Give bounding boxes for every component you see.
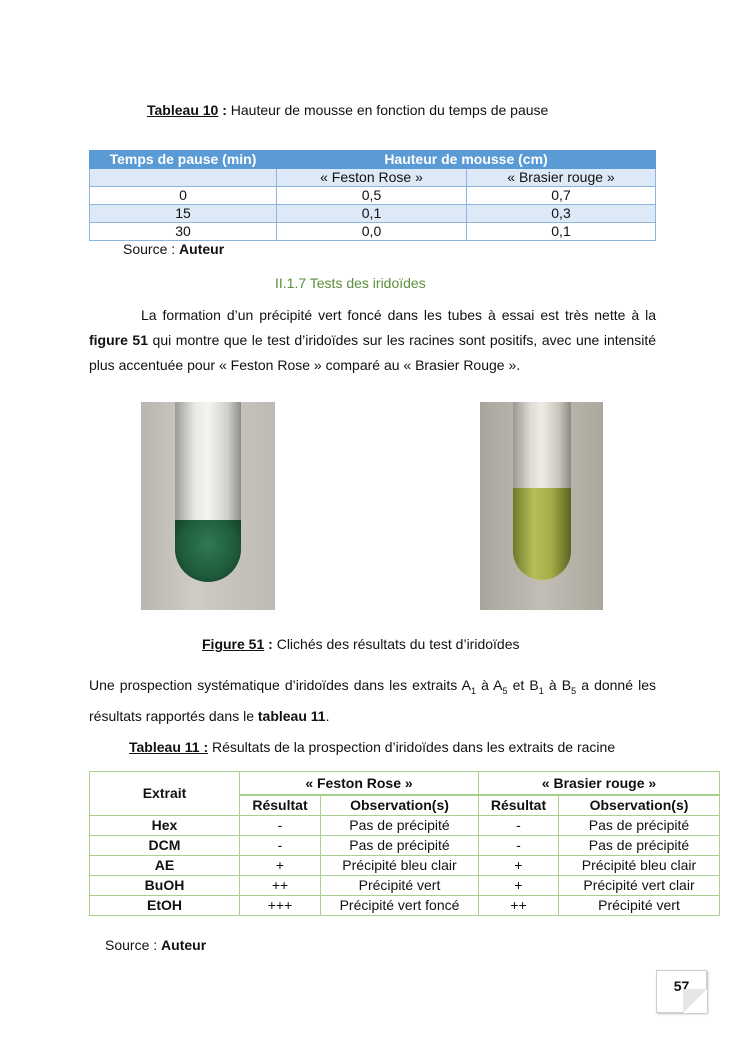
figure51-text: Clichés des résultats du test d’iridoïdes — [272, 636, 520, 652]
table11-header-resultat: Résultat — [479, 795, 559, 816]
table11-source-value: Auteur — [161, 937, 207, 953]
table11-cell-extrait: DCM — [90, 836, 240, 856]
table10-caption-label: Tableau 10 — [147, 102, 219, 118]
table11-cell-observation: Précipité vert foncé — [321, 896, 479, 916]
table10-cell-feston: 0,5 — [277, 187, 467, 205]
table10-source-value: Auteur — [179, 241, 225, 257]
table11-cell-observation: Précipité bleu clair — [321, 856, 479, 876]
p2-a: Une prospection systématique d’iridoïdes dans les extraits A — [89, 677, 471, 693]
p2-e: a donné les résultats rapportés dans le — [89, 677, 656, 724]
table11-header-feston: « Feston Rose » — [240, 772, 479, 796]
paragraph1-text-end: qui montre que le test d’iridoïdes sur les racines sont positifs, avec une intensité plus accentuée pour « Feston Rose » comparé au « Brasier Rouge ». — [89, 332, 656, 373]
photo-brasier-rouge-tube — [480, 402, 603, 610]
table11-source-label: Source : — [105, 937, 162, 953]
table-row — [90, 205, 656, 223]
p2-sub2: 5 — [502, 685, 508, 696]
p2-end: . — [325, 707, 330, 724]
p2-sub4: 5 — [571, 685, 577, 696]
table10-cell-feston: 0,0 — [277, 223, 467, 241]
table11-header-brasier: « Brasier rouge » — [479, 772, 720, 796]
table-row — [90, 896, 720, 916]
table-row — [90, 876, 720, 896]
figure51-label: Figure 51 — [202, 636, 265, 652]
table10-header-time: Temps de pause (min) — [90, 151, 277, 169]
table11-cell-extrait: AE — [90, 856, 240, 876]
table11-caption — [129, 739, 615, 755]
table10-caption — [147, 102, 548, 118]
p2-b: à A — [475, 677, 503, 693]
table11-cell-result: + — [479, 856, 559, 876]
p2-sub1: 1 — [470, 685, 476, 696]
table10-source — [123, 241, 224, 257]
section-heading: II.1.7 Tests des iridoïdes — [275, 275, 426, 291]
page-number-box — [656, 970, 707, 1013]
table11-cell-result: - — [240, 836, 321, 856]
table11-cell-observation: Précipité vert — [321, 876, 479, 896]
table11-cell-result: +++ — [240, 896, 321, 916]
table10-subheader-empty — [90, 169, 277, 187]
table10-source-label: Source : — [123, 241, 180, 257]
table11-cell-result: - — [479, 816, 559, 836]
table11-cell-result: + — [240, 856, 321, 876]
table10-subheader-feston: « Feston Rose » — [277, 169, 467, 187]
table10-header-height: Hauteur de mousse (cm) — [277, 151, 656, 169]
table11-cell-result: - — [240, 816, 321, 836]
figure51-caption — [202, 636, 520, 652]
table10-cell-brasier: 0,1 — [467, 223, 656, 241]
table10 — [89, 150, 656, 241]
table10-cell-time: 30 — [90, 223, 277, 241]
table11-header-resultat: Résultat — [240, 795, 321, 816]
table-row — [90, 856, 720, 876]
table10-cell-brasier: 0,7 — [467, 187, 656, 205]
table11-cell-observation: Précipité vert — [559, 896, 720, 916]
table10-caption-text: Hauteur de mousse en fonction du temps de pause — [226, 102, 549, 118]
table11-cell-observation: Pas de précipité — [559, 816, 720, 836]
table10-cell-time: 15 — [90, 205, 277, 223]
table11 — [89, 771, 720, 916]
p2-c: et B — [507, 677, 539, 693]
table11-cell-result: - — [479, 836, 559, 856]
paragraph1-figure-ref: figure 51 — [89, 332, 149, 348]
table-row — [90, 816, 720, 836]
page-fold-icon — [683, 989, 707, 1013]
table11-cell-observation: Pas de précipité — [321, 816, 479, 836]
table10-subheader-brasier: « Brasier rouge » — [467, 169, 656, 187]
table11-cell-extrait: EtOH — [90, 896, 240, 916]
table11-cell-extrait: Hex — [90, 816, 240, 836]
p2-sub3: 1 — [538, 685, 544, 696]
table11-cell-observation: Pas de précipité — [559, 836, 720, 856]
table11-header-extrait: Extrait — [90, 772, 240, 816]
table11-cell-result: ++ — [240, 876, 321, 896]
p2-d: à B — [543, 677, 572, 693]
table-row — [90, 836, 720, 856]
paragraph1-text-start: La formation d’un précipité vert foncé dans les tubes à essai est très nette à la — [141, 307, 656, 323]
table11-caption-label: Tableau 11 : — [129, 739, 209, 755]
table11-cell-observation: Précipité vert clair — [559, 876, 720, 896]
table11-cell-observation: Pas de précipité — [321, 836, 479, 856]
table11-cell-result: + — [479, 876, 559, 896]
table10-cell-time: 0 — [90, 187, 277, 205]
table-row — [90, 223, 656, 241]
table-row — [90, 187, 656, 205]
page-number: 57 — [673, 978, 690, 994]
table11-cell-result: ++ — [479, 896, 559, 916]
table11-caption-text: Résultats de la prospection d’iridoïdes dans les extraits de racine — [208, 739, 616, 755]
figure51-colon: : — [264, 636, 273, 652]
table11-header-observation: Observation(s) — [559, 795, 720, 816]
table11-cell-extrait: BuOH — [90, 876, 240, 896]
table11-cell-observation: Précipité bleu clair — [559, 856, 720, 876]
p2-table-ref: tableau 11 — [257, 707, 326, 724]
table11-header-observation: Observation(s) — [321, 795, 479, 816]
paragraph-figure51 — [89, 303, 656, 378]
table10-cell-feston: 0,1 — [277, 205, 467, 223]
table11-source — [105, 937, 206, 953]
paragraph-table11 — [89, 673, 656, 729]
table10-cell-brasier: 0,3 — [467, 205, 656, 223]
table10-caption-colon: : — [218, 102, 227, 118]
photo-feston-rose-tube — [141, 402, 275, 610]
